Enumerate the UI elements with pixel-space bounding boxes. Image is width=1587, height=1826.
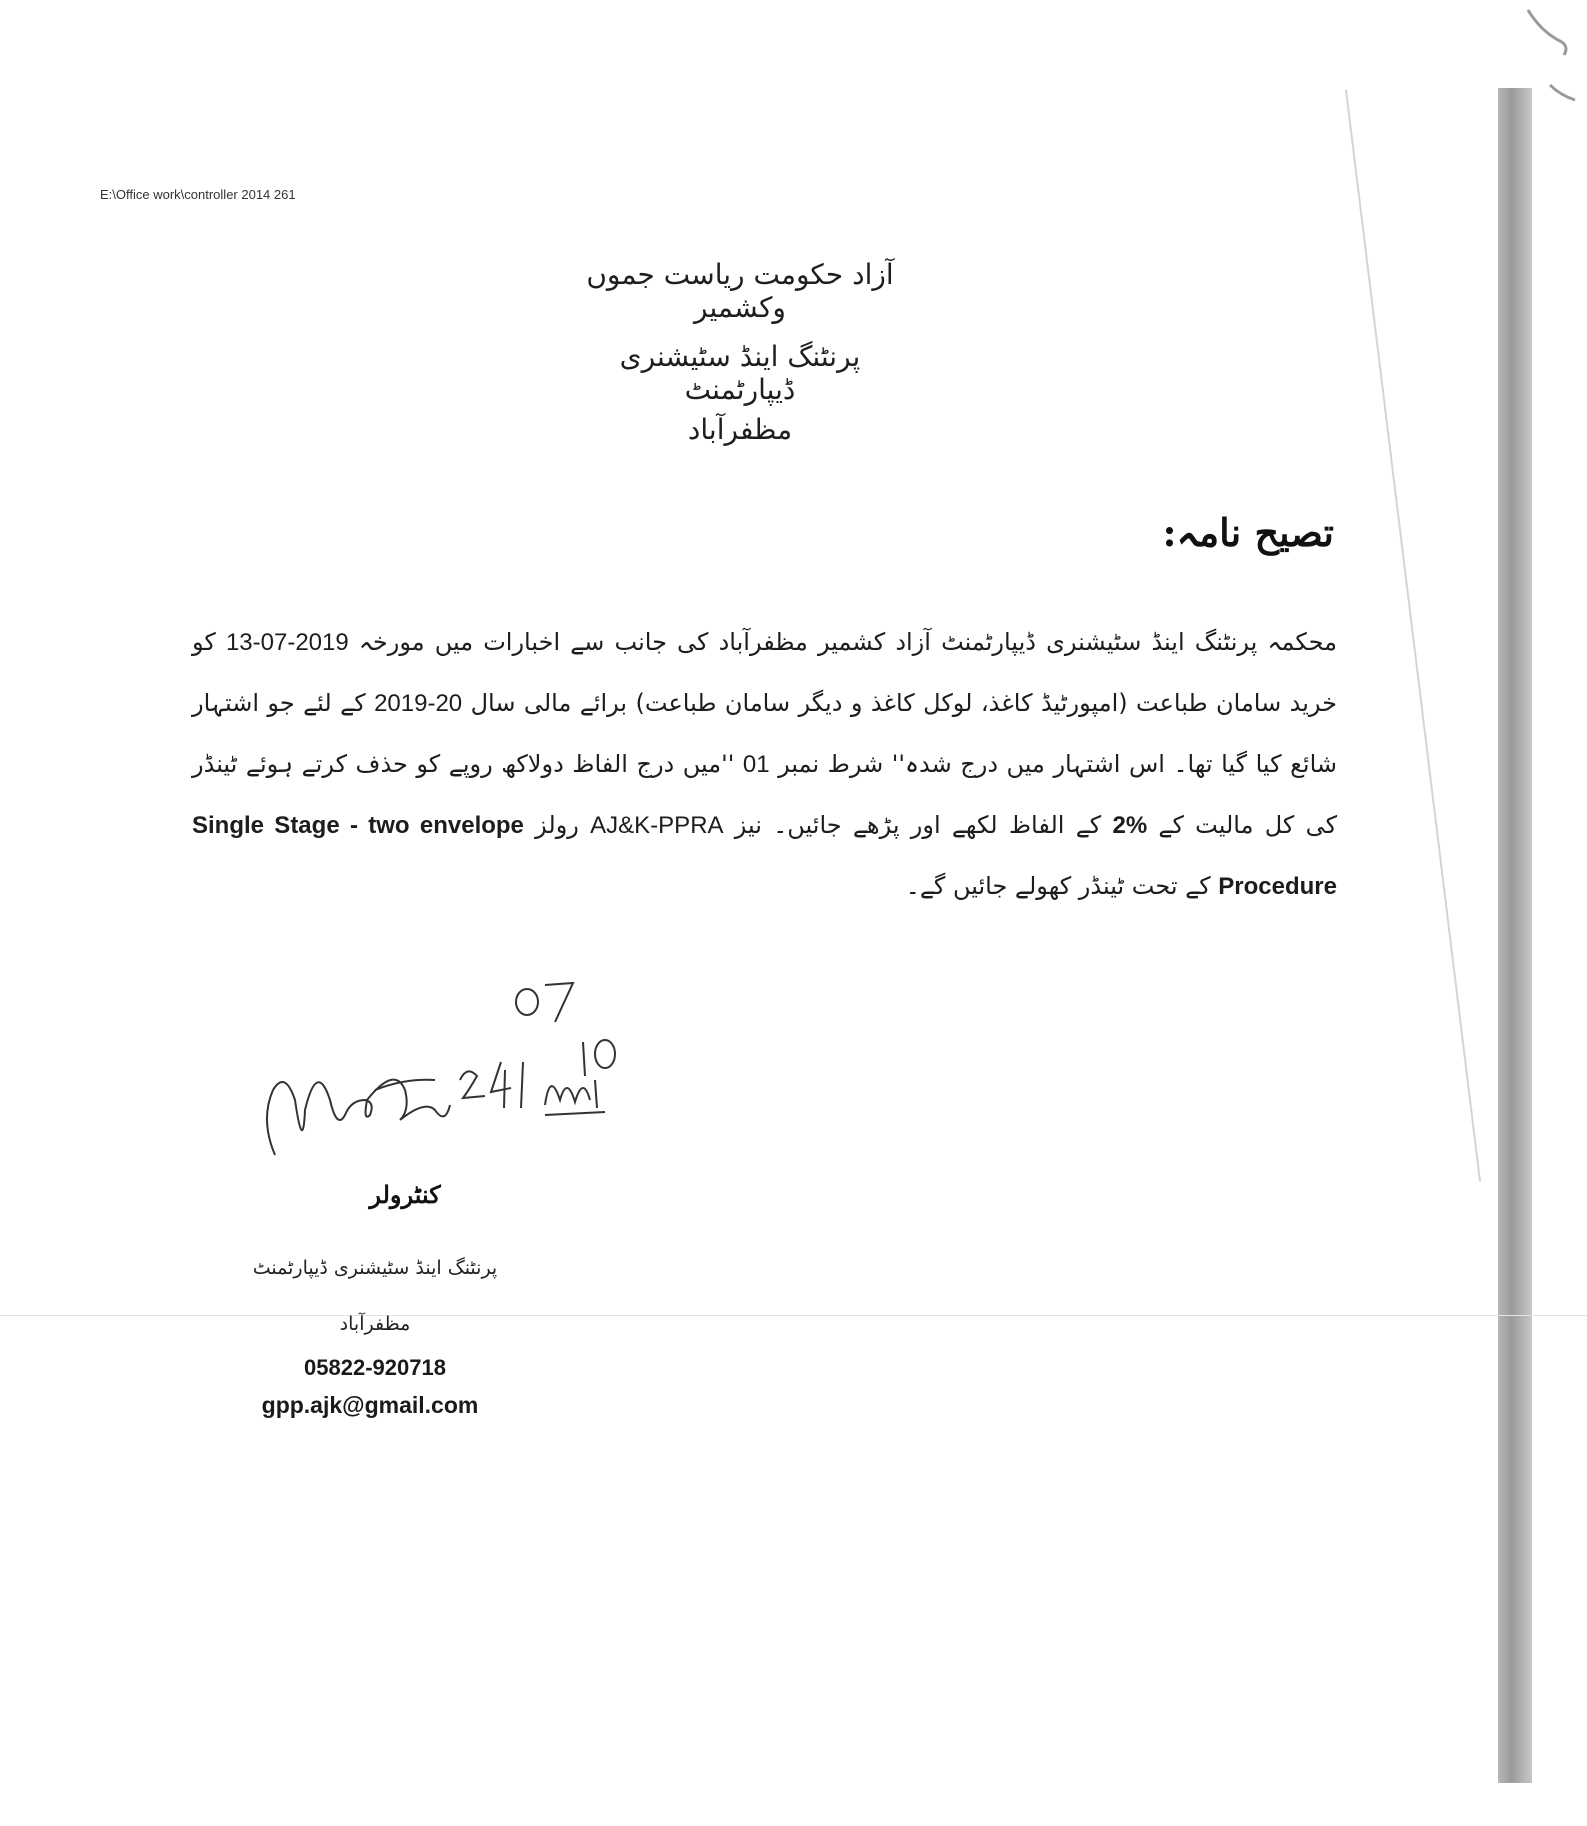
advert-date: 13-07-2019: [225, 629, 349, 656]
scan-border-shadow: [1498, 88, 1532, 1783]
body-paragraph: [192, 612, 1337, 917]
handwritten-signature: [255, 950, 675, 1180]
header-city: مظفرآباد: [687, 413, 793, 446]
body-text-part5: کے الفاظ لکھے اور پڑھے جائیں۔ نیز: [723, 811, 1113, 839]
contact-phone: 05822-920718: [304, 1355, 446, 1380]
fiscal-year: 2019-20: [374, 690, 463, 717]
body-text-part3: کے لئے جو اشتہار شائع کیا گیا تھا۔ اس اشتہار میں درج شدہ'' شرط نمبر: [192, 689, 1337, 778]
header-government: آزاد حکومت ریاست جموں وکشمیر: [586, 258, 894, 324]
body-text-part2: کو خرید سامان طباعت (امپورٹیڈ کاغذ، لوکل کاغذ و دیگر سامان طباعت) برائے مالی سال: [192, 628, 1338, 717]
staple-clip-icon: [1520, 0, 1580, 110]
file-path-label: E:\Office work\controller 2014 261: [100, 187, 296, 202]
header-department: پرنٹنگ اینڈ سٹیشنری ڈیپارٹمنٹ: [619, 340, 861, 406]
signatory-role: کنٹرولر: [369, 1180, 441, 1209]
body-text-part1: محکمہ پرنٹنگ اینڈ سٹیشنری ڈیپارٹمنٹ آزاد کشمیر مظفرآباد کی جانب سے اخبارات میں مورخہ: [348, 628, 1338, 656]
signatory-department: پرنٹنگ اینڈ سٹیشنری ڈیپارٹمنٹ: [252, 1257, 498, 1279]
percent-value: 2%: [1112, 812, 1148, 839]
procedure-name: Single Stage - two envelope Procedure: [192, 812, 1337, 900]
rules-org: AJ&K-PPRA: [590, 812, 724, 839]
corrigendum-body: [192, 612, 1337, 917]
contact-email: gpp.ajk@gmail.com: [261, 1392, 479, 1418]
paper-fold-line: [0, 1315, 1587, 1316]
scan-page-edge-line: [1345, 90, 1481, 1182]
document-title: تصیح نامہ:: [1162, 510, 1334, 555]
body-text-part7: کے تحت ٹینڈر کھولے جائیں گے۔: [905, 872, 1219, 900]
body-text-part6: رولز: [523, 811, 591, 839]
body-text-part4: ''میں درج الفاظ دولاکھ روپے کو حذف کرتے ہوئے ٹینڈر کی کل مالیت کے: [192, 750, 1337, 839]
clause-number: 01: [742, 751, 770, 778]
signatory-city: مظفرآباد: [339, 1313, 411, 1335]
